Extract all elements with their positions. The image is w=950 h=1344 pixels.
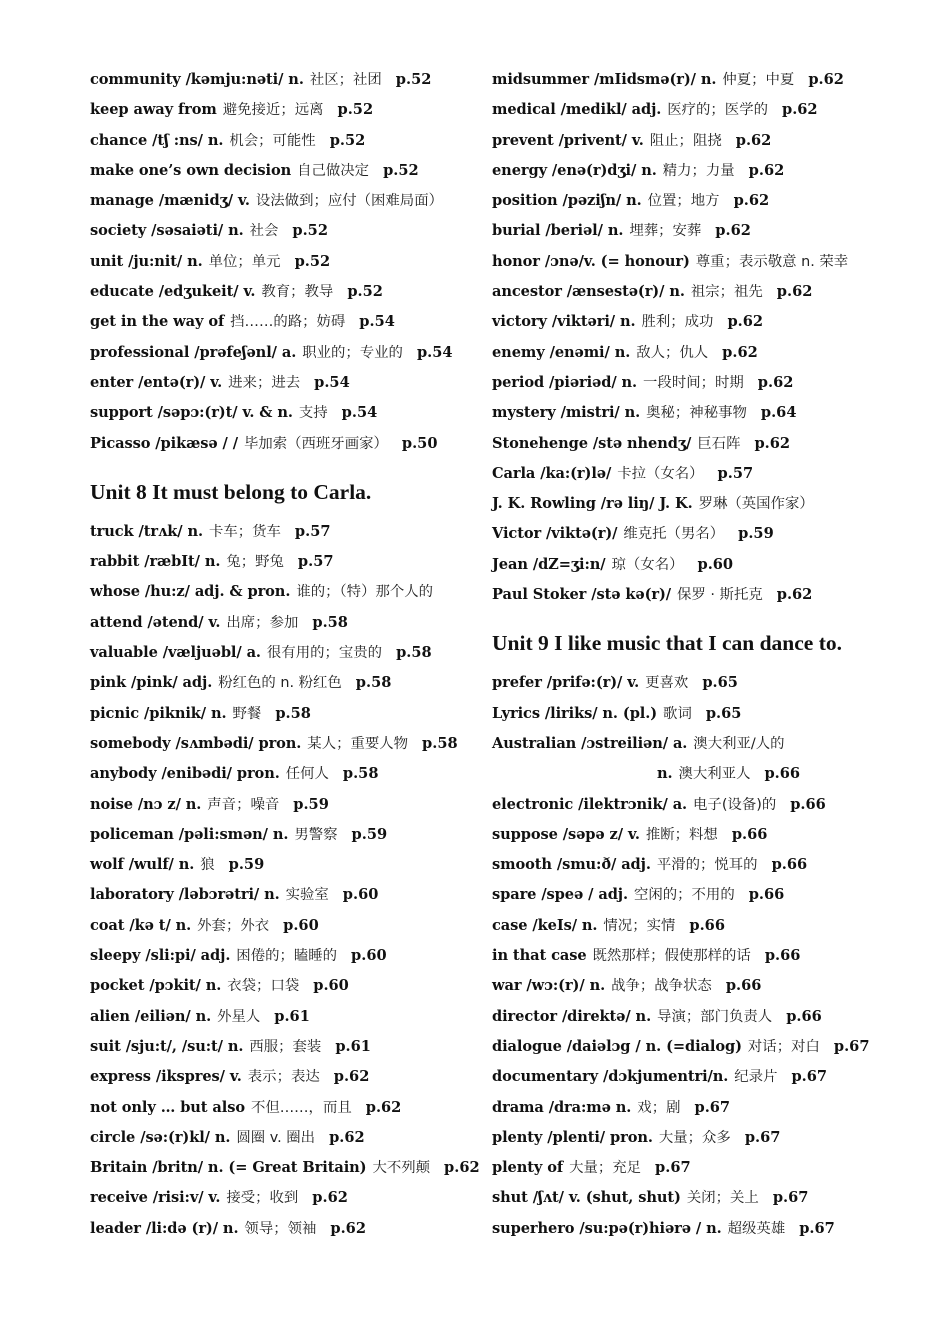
english-term: Carla /ka:(r)lə/ xyxy=(492,464,612,482)
vocab-entry xyxy=(492,367,932,397)
chinese-meaning: 既然那样；假使那样的话 xyxy=(592,948,751,965)
page-reference: p.62 xyxy=(722,343,758,361)
english-term: smooth /smu:ð/ adj. xyxy=(492,856,651,874)
vocab-entry xyxy=(492,970,932,1000)
vocab-entry xyxy=(492,246,932,276)
english-term: director /direktə/ n. xyxy=(492,1007,652,1025)
english-term: midsummer /mIidsmə(r)/ n. xyxy=(492,71,717,88)
vocab-entry xyxy=(492,1092,932,1122)
chinese-meaning: 一段时间；时期 xyxy=(643,374,744,391)
chinese-meaning: 仲夏；中夏 xyxy=(722,72,795,88)
page-reference: p.62 xyxy=(808,71,844,88)
vocab-entry xyxy=(90,516,470,546)
page-reference: p.61 xyxy=(274,1007,310,1025)
chinese-meaning: 粉红色的 n. 粉红色 xyxy=(218,675,342,692)
vocab-entry xyxy=(90,1092,470,1122)
chinese-meaning: 任何人 xyxy=(285,766,329,783)
page-reference: p.60 xyxy=(697,555,734,573)
chinese-meaning: 社区；社团 xyxy=(309,72,382,88)
english-term: manage /mænidʒ/ v. xyxy=(90,192,250,210)
vocab-entry xyxy=(492,1182,932,1212)
vocab-entry xyxy=(90,1182,470,1212)
vocab-entry xyxy=(492,276,932,306)
page-reference: p.62 xyxy=(754,434,791,452)
english-term: in that case xyxy=(492,947,587,965)
page-reference: p.66 xyxy=(764,765,801,783)
vocab-entry xyxy=(90,758,470,788)
chinese-meaning: 戏；剧 xyxy=(637,1099,681,1116)
chinese-meaning: 狼 xyxy=(200,857,215,874)
english-term: Stonehenge /stə nhendʒ/ xyxy=(492,434,692,452)
chinese-meaning: 关闭；关上 xyxy=(686,1190,759,1207)
vocab-entry xyxy=(90,1213,470,1243)
vocab-entry xyxy=(492,1061,932,1091)
page-reference: p.60 xyxy=(283,916,319,934)
chinese-meaning: 设法做到；应付（困难局面） xyxy=(255,193,443,210)
page-reference: p.62 xyxy=(365,1098,402,1116)
english-term: anybody /enibədi/ pron. xyxy=(90,765,280,783)
vocab-entry xyxy=(492,879,932,909)
vocab-entry xyxy=(90,125,470,155)
page-reference: p.67 xyxy=(799,1219,835,1237)
chinese-meaning: 尊重；表示敬意 n. 荣幸 xyxy=(695,253,849,270)
unit-heading: Unit 8 It must belong to Carla. xyxy=(90,479,372,504)
english-term: picnic /piknik/ n. xyxy=(90,704,227,722)
vocab-entry xyxy=(90,910,470,940)
page-reference: p.52 xyxy=(383,161,419,179)
vocab-entry xyxy=(90,1001,470,1031)
chinese-meaning: 超级英雄 xyxy=(727,1220,786,1237)
page-reference: p.58 xyxy=(355,674,392,692)
vocab-entry xyxy=(492,1001,932,1031)
chinese-meaning: 更喜欢 xyxy=(645,675,689,692)
vocab-entry xyxy=(90,367,470,397)
vocab-entry xyxy=(492,337,932,367)
english-term: whose /hu:z/ adj. & pron. xyxy=(90,583,291,601)
english-term: Lyrics /liriks/ n. (pl.) xyxy=(492,704,658,722)
chinese-meaning: 单位；单元 xyxy=(208,253,281,270)
chinese-meaning: 澳大利亚人 xyxy=(678,766,751,783)
chinese-meaning: 野餐 xyxy=(232,705,262,722)
chinese-meaning: 精力；力量 xyxy=(662,162,735,179)
page-reference: p.58 xyxy=(422,734,458,752)
chinese-meaning: 埋葬；安葬 xyxy=(629,223,702,240)
page-reference: p.52 xyxy=(292,222,328,240)
chinese-meaning: 卡车；货车 xyxy=(208,523,281,540)
page-reference: p.67 xyxy=(744,1128,781,1146)
page-reference: p.65 xyxy=(702,674,738,692)
page-reference: p.60 xyxy=(351,947,387,965)
chinese-meaning: 教育；教导 xyxy=(261,284,334,301)
english-term: plenty of xyxy=(492,1159,564,1177)
page-reference: p.52 xyxy=(395,71,432,88)
vocab-entry xyxy=(90,246,470,276)
chinese-meaning: 保罗 · 斯托克 xyxy=(677,587,763,604)
chinese-meaning: 自己做决定 xyxy=(297,162,370,179)
page-reference: p.66 xyxy=(689,916,725,934)
english-term: Paul Stoker /stə kə(r)/ xyxy=(492,586,672,604)
page-reference: p.62 xyxy=(776,283,813,301)
english-term: pocket /pɔkit/ n. xyxy=(90,977,222,995)
vocab-entry xyxy=(492,64,932,94)
vocab-entry xyxy=(492,488,932,518)
vocab-entry xyxy=(90,667,470,697)
chinese-meaning: 空闲的；不用的 xyxy=(633,887,735,904)
page-reference: p.62 xyxy=(444,1159,480,1177)
english-term: superhero /su:pə(r)hiərə / n. xyxy=(492,1219,722,1237)
page-reference: p.59 xyxy=(293,795,329,813)
vocab-entry xyxy=(90,397,470,427)
vocab-entry xyxy=(90,728,470,758)
chinese-meaning: 谁的；（特）那个人的 xyxy=(296,584,434,601)
page-reference: p.62 xyxy=(776,586,813,604)
vocab-entry xyxy=(492,940,932,970)
english-term: receive /risi:v/ v. xyxy=(90,1189,221,1207)
vocab-entry xyxy=(492,458,932,488)
page-reference: p.67 xyxy=(833,1037,870,1055)
english-term: documentary /dɔkjumentri/n. xyxy=(492,1068,729,1086)
vocab-entry xyxy=(90,64,470,94)
chinese-meaning: 电子(设备)的 xyxy=(693,796,777,813)
vocab-entry xyxy=(90,155,470,185)
english-term: victory /viktəri/ n. xyxy=(492,313,636,331)
page-reference: p.59 xyxy=(351,825,388,843)
chinese-meaning: 卡拉（女名） xyxy=(617,465,704,482)
vocab-entry xyxy=(492,306,932,336)
vocab-entry xyxy=(492,549,932,579)
page-reference: p.66 xyxy=(731,825,768,843)
page-reference: p.52 xyxy=(347,283,383,301)
vocab-entry xyxy=(492,125,932,155)
chinese-meaning: 不但……，而且 xyxy=(250,1099,352,1116)
vocab-entry xyxy=(492,1152,932,1182)
vocab-entry xyxy=(90,1122,470,1152)
vocab-entry xyxy=(90,789,470,819)
english-term: Britain /britn/ n. (= Great Britain) xyxy=(90,1159,367,1177)
english-term: Victor /viktə(r)/ xyxy=(492,525,618,543)
page-reference: p.58 xyxy=(312,613,348,631)
chinese-meaning: 纪录片 xyxy=(734,1069,778,1086)
english-term: rabbit /ræbIt/ n. xyxy=(90,553,221,571)
english-term: dialogue /daiəlɔg / n. (=dialog) xyxy=(492,1037,742,1055)
chinese-meaning: 导演；部门负责人 xyxy=(657,1008,773,1025)
vocab-entry xyxy=(492,185,932,215)
english-term: educate /edʒukeit/ v. xyxy=(90,283,256,301)
vocab-entry xyxy=(90,940,470,970)
english-term: suppose /səpə z/ v. xyxy=(492,825,640,843)
vocab-entry xyxy=(90,637,470,667)
vocab-entry xyxy=(492,397,932,427)
vocab-entry xyxy=(90,546,470,576)
vocab-entry xyxy=(492,518,932,548)
page-reference: p.66 xyxy=(790,795,826,813)
english-term: enemy /enəmi/ n. xyxy=(492,343,631,361)
page-reference: p.64 xyxy=(760,404,797,422)
vocab-entry xyxy=(90,576,470,606)
english-term: coat /kə t/ n. xyxy=(90,916,192,934)
chinese-meaning: 衣袋；口袋 xyxy=(227,978,300,995)
page-reference: p.66 xyxy=(786,1007,822,1025)
vocab-entry xyxy=(492,698,932,728)
english-term: prefer /prifə:(r)/ v. xyxy=(492,674,640,692)
english-term: professional /prəfeʃənl/ a. xyxy=(90,343,297,361)
page-reference: p.52 xyxy=(329,131,366,149)
english-term: make one’s own decision xyxy=(90,161,292,179)
chinese-meaning: 位置；地方 xyxy=(647,193,720,210)
vocab-entry xyxy=(492,728,932,758)
english-term: sleepy /sli:pi/ adj. xyxy=(90,947,231,965)
vocab-entry xyxy=(492,789,932,819)
english-term: drama /dra:mə n. xyxy=(492,1098,632,1116)
chinese-meaning: 挡……的路；妨碍 xyxy=(230,314,346,331)
english-term: circle /sə:(r)kl/ n. xyxy=(90,1128,231,1146)
english-term: keep away from xyxy=(90,101,217,119)
vocab-entry xyxy=(492,1122,932,1152)
page-reference: p.67 xyxy=(791,1068,828,1086)
vocab-entry xyxy=(90,215,470,245)
english-term: honor /ɔnə/v. (= honour) xyxy=(492,252,690,270)
english-term: community /kəmju:nəti/ n. xyxy=(90,71,304,88)
vocab-entry xyxy=(90,970,470,1000)
english-term: attend /ətend/ v. xyxy=(90,613,221,631)
english-term: society /səsaiəti/ n. xyxy=(90,222,244,240)
page-reference: p.59 xyxy=(738,525,774,543)
page-reference: p.62 xyxy=(329,1128,365,1146)
chinese-meaning: 毕加索（西班牙画家） xyxy=(243,435,388,452)
chinese-meaning: 推断；料想 xyxy=(645,826,718,843)
english-term: not only … but also xyxy=(90,1098,245,1116)
vocab-entry xyxy=(90,607,470,637)
chinese-meaning: 澳大利亚/人的 xyxy=(693,735,785,752)
chinese-meaning: 医疗的；医学的 xyxy=(667,102,768,119)
chinese-meaning: 职业的；专业的 xyxy=(302,344,403,361)
english-term: medical /medikl/ adj. xyxy=(492,101,662,119)
page-reference: p.65 xyxy=(705,704,742,722)
chinese-meaning: 外星人 xyxy=(217,1008,261,1025)
page-reference: p.57 xyxy=(297,553,334,571)
vocab-entry xyxy=(90,185,470,215)
english-term: spare /speə / adj. xyxy=(492,886,628,904)
english-term: enter /entə(r)/ v. xyxy=(90,373,223,391)
english-term: n. xyxy=(657,765,673,783)
chinese-meaning: 支持 xyxy=(298,405,328,422)
page-reference: p.62 xyxy=(781,101,818,119)
page-reference: p.67 xyxy=(655,1159,691,1177)
chinese-meaning: 圆圈 v. 圈出 xyxy=(236,1129,316,1146)
vocab-entry xyxy=(90,698,470,728)
page-reference: p.54 xyxy=(341,404,378,422)
vocab-entry xyxy=(90,819,470,849)
page-reference: p.62 xyxy=(312,1189,348,1207)
english-term: unit /ju:nit/ n. xyxy=(90,252,203,270)
chinese-meaning: 祖宗；祖先 xyxy=(690,284,763,301)
chinese-meaning: 实验室 xyxy=(285,887,329,904)
page-reference: p.58 xyxy=(396,644,432,662)
chinese-meaning: 奥秘；神秘事物 xyxy=(646,405,747,422)
vocab-entry xyxy=(90,94,470,124)
chinese-meaning: 罗琳（英国作家） xyxy=(698,496,814,513)
english-term: energy /enə(r)dʒi/ n. xyxy=(492,161,657,179)
chinese-meaning: 外套；外衣 xyxy=(197,917,270,934)
vocab-entry xyxy=(492,215,932,245)
vocab-entry xyxy=(492,155,932,185)
vocab-entry xyxy=(492,849,932,879)
page-reference: p.62 xyxy=(715,222,751,240)
page-reference: p.58 xyxy=(342,765,379,783)
chinese-meaning: 避免接近；远离 xyxy=(222,102,324,119)
page-reference: p.57 xyxy=(294,522,331,540)
left-column xyxy=(90,64,480,1243)
english-term: position /pəziʃn/ n. xyxy=(492,192,642,210)
chinese-meaning: 战争；战争状态 xyxy=(611,978,712,995)
page-reference: p.67 xyxy=(694,1098,731,1116)
vocab-entry xyxy=(90,1152,480,1182)
chinese-meaning: 声音；噪音 xyxy=(207,796,280,813)
chinese-meaning: 接受；收到 xyxy=(226,1190,299,1207)
page-reference: p.62 xyxy=(757,373,794,391)
chinese-meaning: 领导；领袖 xyxy=(244,1220,317,1237)
chinese-meaning: 琼（女名） xyxy=(611,556,684,573)
chinese-meaning: 平滑的；悦耳的 xyxy=(656,857,758,874)
right-column xyxy=(492,64,932,1243)
chinese-meaning: 敌人；仇人 xyxy=(636,344,709,361)
chinese-meaning: 大量；充足 xyxy=(569,1160,642,1177)
english-term: Jean /dZ=ʒi:n/ xyxy=(492,555,606,573)
chinese-meaning: 维克托（男名） xyxy=(623,526,725,543)
page-reference: p.59 xyxy=(228,856,265,874)
chinese-meaning: 巨石阵 xyxy=(697,435,741,452)
english-term: express /ikspres/ v. xyxy=(90,1068,242,1086)
english-term: case /keIs/ n. xyxy=(492,916,598,934)
chinese-meaning: 大量；众多 xyxy=(658,1129,731,1146)
vocab-entry xyxy=(492,819,932,849)
english-term: get in the way of xyxy=(90,313,225,331)
chinese-meaning: 西服；套装 xyxy=(249,1038,322,1055)
chinese-meaning: 大不列颠 xyxy=(372,1160,431,1177)
page-reference: p.60 xyxy=(342,886,379,904)
page-reference: p.54 xyxy=(314,373,350,391)
english-term: pink /pink/ adj. xyxy=(90,674,213,692)
english-term: alien /eiliən/ n. xyxy=(90,1007,212,1025)
vocab-entry xyxy=(492,1213,932,1243)
page-reference: p.62 xyxy=(733,192,770,210)
english-term: valuable /væljuəbl/ a. xyxy=(90,644,261,662)
english-term: shut /ʃʌt/ v. (shut, shut) xyxy=(492,1189,681,1207)
vocab-entry xyxy=(90,428,470,458)
english-term: burial /beriəl/ n. xyxy=(492,222,624,240)
chinese-meaning: 机会；可能性 xyxy=(229,132,316,149)
page-reference: p.66 xyxy=(764,947,801,965)
english-term: prevent /privent/ v. xyxy=(492,131,644,149)
page-reference: p.62 xyxy=(748,161,785,179)
english-term: mystery /mistri/ n. xyxy=(492,404,641,422)
vocab-entry xyxy=(492,910,932,940)
english-term: J. K. Rowling /rə liŋ/ J. K. xyxy=(492,495,693,513)
page-reference: p.57 xyxy=(717,464,754,482)
english-term: period /piəriəd/ n. xyxy=(492,373,638,391)
page-reference: p.62 xyxy=(727,313,764,331)
chinese-meaning: 对话；对白 xyxy=(747,1038,820,1055)
vocab-entry xyxy=(492,667,932,697)
vocab-entry xyxy=(492,758,932,788)
english-term: laboratory /ləbɔrətri/ n. xyxy=(90,886,280,904)
vocab-entry xyxy=(492,579,932,609)
english-term: Australian /ɔstreiliən/ a. xyxy=(492,734,688,752)
page-reference: p.62 xyxy=(735,131,772,149)
english-term: support /səpɔ:(r)t/ v. & n. xyxy=(90,404,293,422)
chinese-meaning: 进来；进去 xyxy=(228,374,301,391)
chinese-meaning: 困倦的；瞌睡的 xyxy=(236,948,338,965)
english-term: wolf /wulf/ n. xyxy=(90,856,195,874)
vocab-entry xyxy=(492,1031,932,1061)
english-term: war /wɔ:(r)/ n. xyxy=(492,977,606,995)
vocab-entry xyxy=(90,1061,470,1091)
english-term: ancestor /ænsestə(r)/ n. xyxy=(492,283,685,301)
chinese-meaning: 表示；表达 xyxy=(247,1069,320,1086)
vocab-entry xyxy=(90,879,470,909)
chinese-meaning: 很有用的；宝贵的 xyxy=(266,645,383,662)
page-reference: p.61 xyxy=(335,1037,371,1055)
page-reference: p.62 xyxy=(333,1068,370,1086)
chinese-meaning: 某人；重要人物 xyxy=(307,735,409,752)
vocab-entry xyxy=(90,276,470,306)
vocab-entry xyxy=(90,337,470,367)
english-term: chance /tʃ :ns/ n. xyxy=(90,131,224,149)
english-term: leader /li:də (r)/ n. xyxy=(90,1219,239,1237)
page-reference: p.66 xyxy=(771,856,808,874)
english-term: policeman /pəli:smən/ n. xyxy=(90,825,289,843)
chinese-meaning: 歌词 xyxy=(663,705,692,722)
page-reference: p.54 xyxy=(359,313,395,331)
unit-heading: Unit 9 I like music that I can dance to. xyxy=(492,631,842,656)
vocab-entry xyxy=(90,1031,470,1061)
page-reference: p.62 xyxy=(330,1219,366,1237)
page-reference: p.66 xyxy=(725,977,762,995)
english-term: truck /trʌk/ n. xyxy=(90,522,203,540)
chinese-meaning: 出席；参加 xyxy=(226,614,299,631)
english-term: somebody /sʌmbədi/ pron. xyxy=(90,734,302,752)
vocab-entry xyxy=(492,94,932,124)
english-term: plenty /plenti/ pron. xyxy=(492,1128,653,1146)
chinese-meaning: 阻止；阻挠 xyxy=(649,132,722,149)
chinese-meaning: 男警察 xyxy=(294,826,338,843)
chinese-meaning: 社会 xyxy=(249,223,279,240)
vocab-entry xyxy=(90,306,470,336)
page-reference: p.67 xyxy=(772,1189,809,1207)
chinese-meaning: 情况；实情 xyxy=(603,917,676,934)
page-reference: p.66 xyxy=(748,886,785,904)
page-reference: p.52 xyxy=(337,101,374,119)
page-reference: p.52 xyxy=(294,252,331,270)
english-term: noise /nɔ z/ n. xyxy=(90,795,202,813)
english-term: electronic /ilektrɔnik/ a. xyxy=(492,795,688,813)
page-reference: p.58 xyxy=(275,704,311,722)
page-reference: p.54 xyxy=(416,343,453,361)
vocab-entry xyxy=(90,849,470,879)
page-reference: p.50 xyxy=(401,434,438,452)
english-term: suit /sju:t/, /su:t/ n. xyxy=(90,1037,244,1055)
vocab-entry xyxy=(492,428,932,458)
english-term: Picasso /pikæsə / / xyxy=(90,434,238,452)
chinese-meaning: 兔；野兔 xyxy=(226,554,284,571)
page-reference: p.60 xyxy=(313,977,349,995)
chinese-meaning: 胜利；成功 xyxy=(641,314,714,331)
